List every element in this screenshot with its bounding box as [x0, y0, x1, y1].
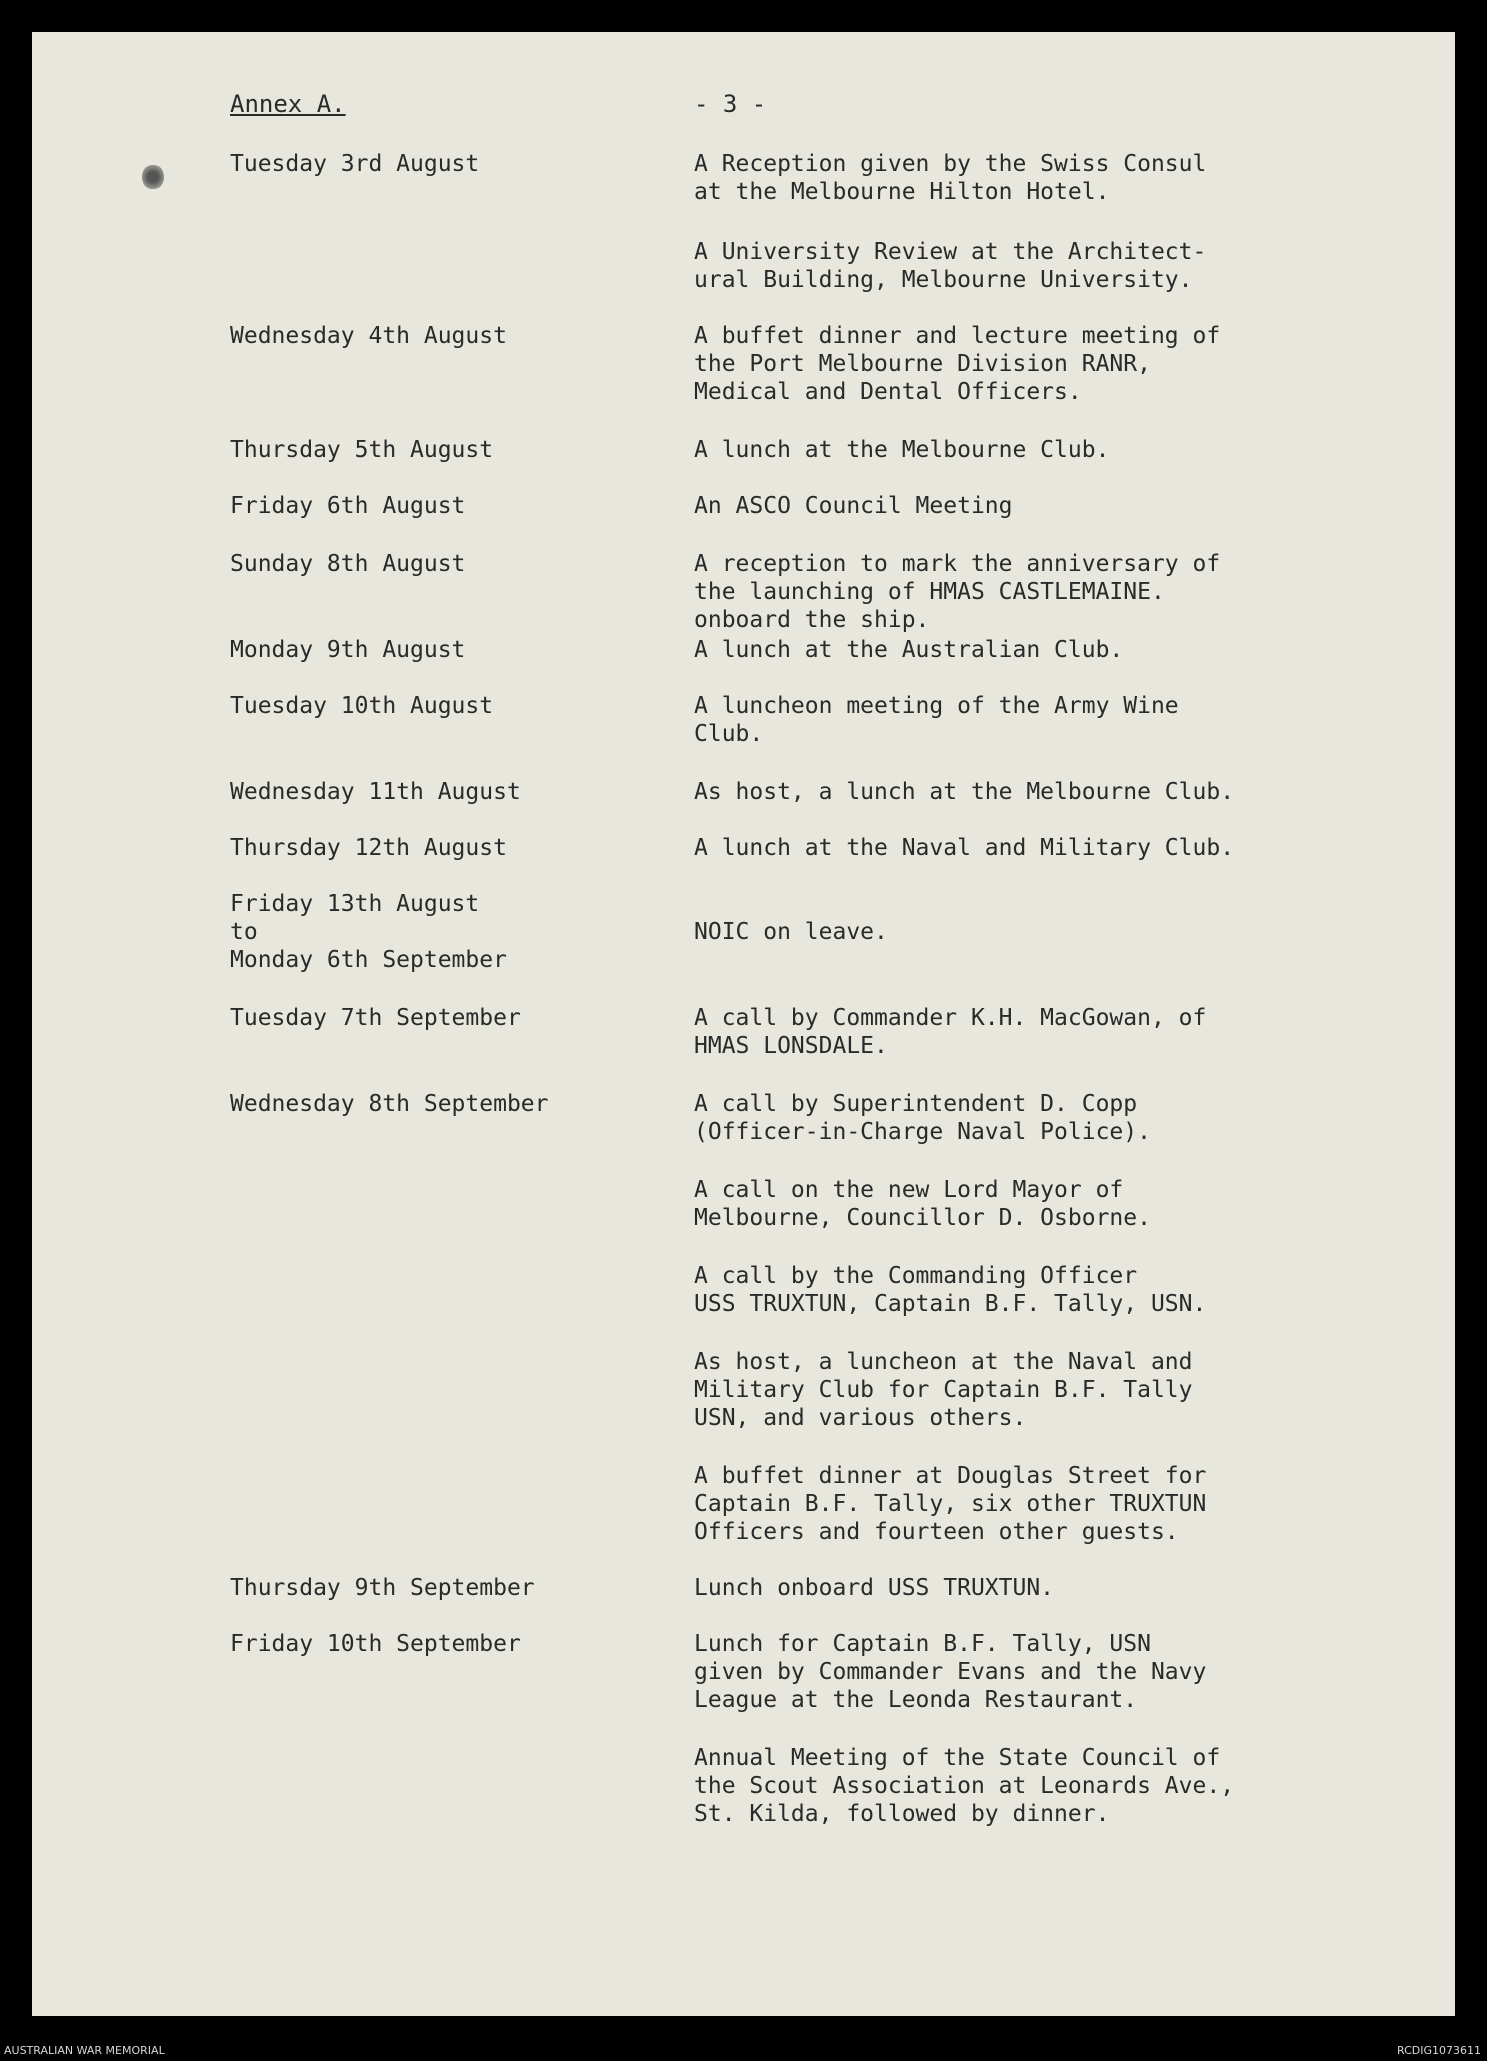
- row-date: Wednesday 4th August: [230, 323, 507, 349]
- row-date: Thursday 12th August: [230, 835, 507, 861]
- row-entry: A University Review at the Architect- ural Building, Melbourne University.: [694, 239, 1207, 293]
- row-date: Thursday 9th September: [230, 1575, 535, 1601]
- archive-credit: AUSTRALIAN WAR MEMORIAL: [4, 2044, 165, 2057]
- row-entry: An ASCO Council Meeting: [694, 493, 1013, 519]
- document-page: [32, 32, 1455, 2016]
- row-date: Wednesday 11th August: [230, 779, 521, 805]
- row-entry: A reception to mark the anniversary of the launching of HMAS CASTLEMAINE. onboard the ship.: [694, 551, 1221, 633]
- page-number: - 3 -: [694, 90, 767, 118]
- punch-hole-mark: [142, 164, 164, 190]
- row-entry: A call by the Commanding Officer USS TRUXTUN, Captain B.F. Tally, USN.: [694, 1263, 1207, 1317]
- archive-reference: RCDIG1073611: [1396, 2044, 1481, 2057]
- row-entry: Lunch onboard USS TRUXTUN.: [694, 1575, 1055, 1601]
- row-entry: A call on the new Lord Mayor of Melbourne, Councillor D. Osborne.: [694, 1177, 1151, 1231]
- row-entry: As host, a lunch at the Melbourne Club.: [694, 779, 1235, 805]
- row-date: Thursday 5th August: [230, 437, 494, 463]
- row-entry: A lunch at the Australian Club.: [694, 637, 1124, 663]
- row-date: Friday 13th August to Monday 6th September: [230, 891, 507, 973]
- row-date: Tuesday 7th September: [230, 1005, 521, 1031]
- row-date: Tuesday 10th August: [230, 693, 494, 719]
- row-entry: A lunch at the Melbourne Club.: [694, 437, 1110, 463]
- row-date: Wednesday 8th September: [230, 1091, 549, 1117]
- row-entry: As host, a luncheon at the Naval and Military Club for Captain B.F. Tally USN, and various others.: [694, 1349, 1193, 1431]
- row-entry: A call by Superintendent D. Copp (Officer-in-Charge Naval Police).: [694, 1091, 1151, 1145]
- row-date: Tuesday 3rd August: [230, 151, 480, 177]
- row-entry: A buffet dinner at Douglas Street for Captain B.F. Tally, six other TRUXTUN Officers and fourteen other guests.: [694, 1463, 1207, 1545]
- row-date: Sunday 8th August: [230, 551, 466, 577]
- row-date: Friday 10th September: [230, 1631, 521, 1657]
- row-date: Monday 9th August: [230, 637, 466, 663]
- row-entry: NOIC on leave.: [694, 919, 888, 945]
- annex-label: Annex A.: [230, 90, 346, 118]
- row-entry: A call by Commander K.H. MacGowan, of HMAS LONSDALE.: [694, 1005, 1207, 1059]
- row-entry: A buffet dinner and lecture meeting of the Port Melbourne Division RANR, Medical and Dental Officers.: [694, 323, 1221, 405]
- row-entry: Annual Meeting of the State Council of the Scout Association at Leonards Ave., St. Kilda, followed by dinner.: [694, 1745, 1235, 1827]
- row-date: Friday 6th August: [230, 493, 466, 519]
- row-entry: Lunch for Captain B.F. Tally, USN given by Commander Evans and the Navy League at the Leonda Restaurant.: [694, 1631, 1207, 1713]
- row-entry: A Reception given by the Swiss Consul at the Melbourne Hilton Hotel.: [694, 151, 1207, 205]
- row-entry: A lunch at the Naval and Military Club.: [694, 835, 1235, 861]
- row-entry: A luncheon meeting of the Army Wine Club.: [694, 693, 1179, 747]
